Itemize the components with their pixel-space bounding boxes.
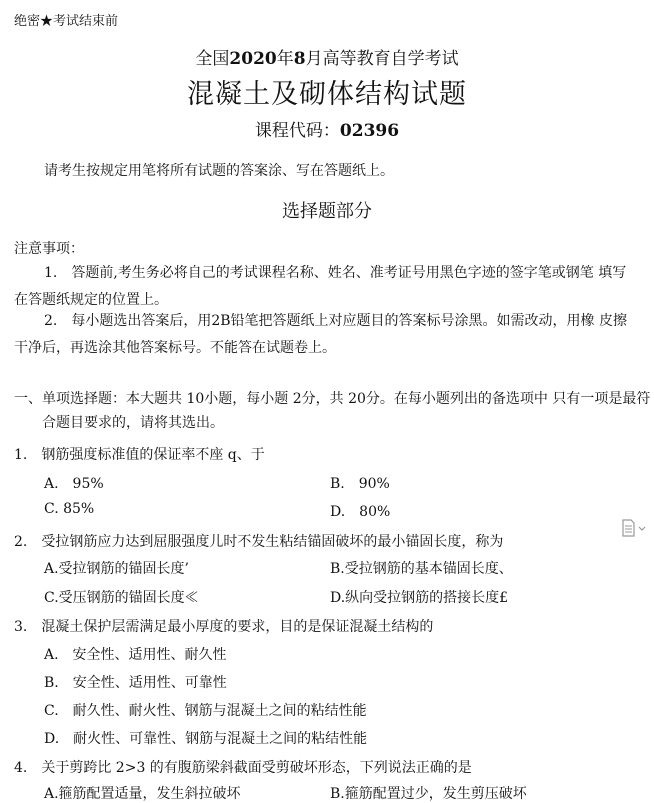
course-code-label: 课程代码： xyxy=(254,121,340,141)
course-code: 02396 xyxy=(339,121,400,141)
question-2-option-d: D.纵向受拉钢筋的搭接长度£ xyxy=(330,590,509,606)
part1-heading: 一、单项选择题：本大题共 10小题，每小题 2分，共 20分。在每小题列出的备选项中 只有一项是最符合题目要求的，请将其选出。 xyxy=(14,391,651,431)
document-icon[interactable] xyxy=(620,518,646,538)
course-code-line xyxy=(0,116,654,141)
confidential-label: 绝密★考试结束前 xyxy=(14,14,119,29)
intro-instruction: 请考生按规定用笔将所有试题的答案涂、写在答题纸上。 xyxy=(44,163,394,179)
question-2-stem: 2. 受拉钢筋应力达到屈服强度儿时不发生粘结锚固破坏的最小锚固长度，称为 xyxy=(14,534,504,550)
exam-prefix: 全国 xyxy=(195,49,230,69)
question-4-option-b: B.箍筋配置过少，发生剪压破坏 xyxy=(330,786,527,802)
question-2-option-a: A.受拉钢筋的锚固长度’ xyxy=(44,561,190,577)
subject-title: 混凝土及砌体结构试题 xyxy=(187,79,467,110)
question-1-option-b: B. 90% xyxy=(330,476,390,492)
exam-title-line xyxy=(0,44,654,69)
question-1-stem: 1. 钢筋强度标准值的保证率不座 q、于 xyxy=(14,447,265,463)
question-4-option-a: A.箍筋配置适量，发生斜拉破坏 xyxy=(44,786,241,802)
question-3-option-a: A. 安全性、适用性、耐久性 xyxy=(44,647,227,663)
question-2-option-b: B.受拉钢筋的基本锚固长度、 xyxy=(330,561,513,577)
question-3-stem: 3. 混凝土保护层需满足最小厚度的要求，目的是保证混凝土结构的 xyxy=(14,619,434,635)
note-item-1 xyxy=(14,260,640,314)
question-4-stem: 4. 关于剪跨比 2>3 的有腹筋梁斜截面受剪破坏形态，下列说法正确的是 xyxy=(14,760,472,776)
question-3-option-d: D. 耐火性、可靠性、钢筋与混凝土之间的粘结性能 xyxy=(44,731,368,747)
question-1-option-c: C. 85% xyxy=(44,501,95,517)
exam-month: 8 xyxy=(293,49,306,69)
note-item-2-text: 2. 每小题选出答案后，用2B铅笔把答题纸上对应题目的答案标号涂黑。如需改动，用橡 皮擦干净后，再选涂其他答案标号。不能答在试题卷上。 xyxy=(14,313,628,356)
note-item-2 xyxy=(14,308,640,362)
question-3-option-b: B. 安全性、适用性、可靠性 xyxy=(44,675,227,691)
exam-year: 2020 xyxy=(229,49,277,69)
question-2-option-c: C.受压钢筋的锚固长度≪ xyxy=(44,590,199,606)
question-3-option-c: C. 耐久性、耐火性、钢筋与混凝土之间的粘结性能 xyxy=(44,703,367,719)
exam-suffix: 月高等教育自学考试 xyxy=(305,49,459,69)
question-1-option-d: D. 80% xyxy=(330,504,391,520)
question-1-option-a: A. 95% xyxy=(44,476,104,492)
notes-title: 注意事项： xyxy=(14,241,84,257)
exam-year-suffix: 年 xyxy=(276,49,294,69)
section-title: 选择题部分 xyxy=(282,201,372,222)
note-item-1-text: 1. 答题前,考生务必将自己的考试课程名称、姓名、准考证号用黑色字迹的签字笔或钢笔 填写在答题纸规定的位置上。 xyxy=(14,265,627,308)
